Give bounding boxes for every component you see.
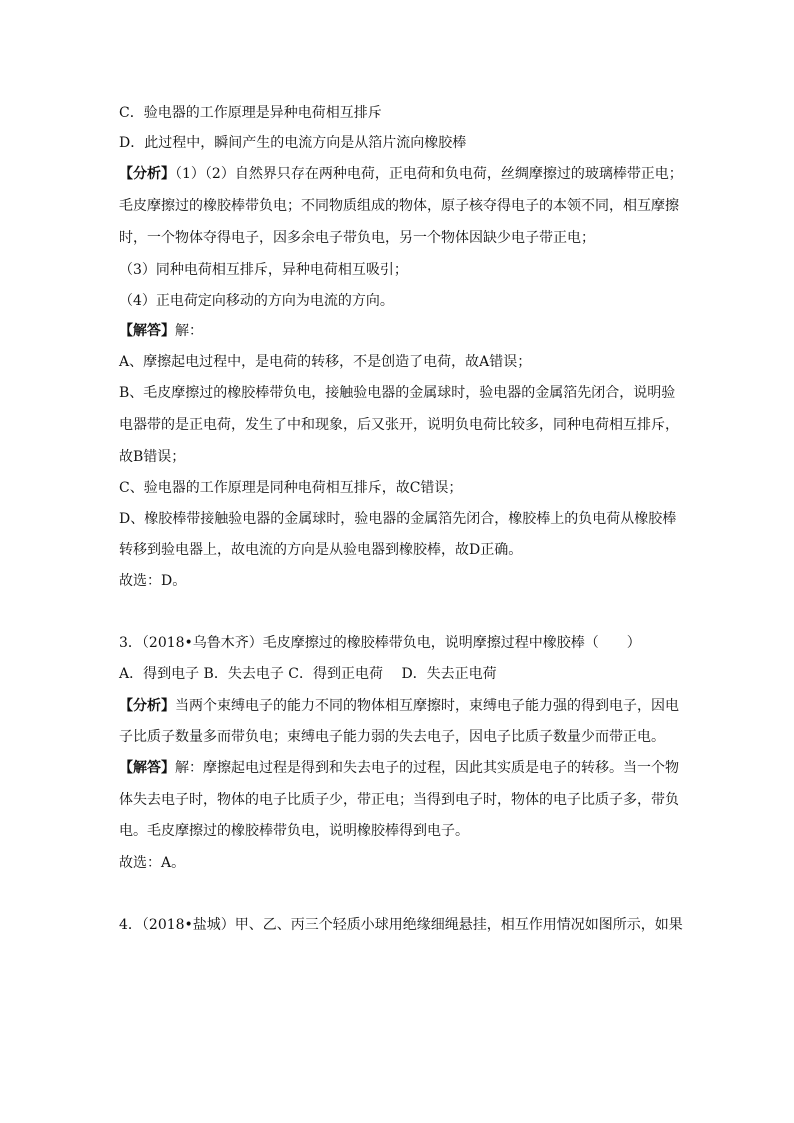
analysis-line: 毛皮摩擦过的橡胶棒带负电；不同物质组成的物体，原子核夺得电子的本领不同，相互摩擦: [119, 198, 679, 214]
answer-choice-line: 故选：D。: [119, 573, 187, 589]
answer-line: 故B错误；: [119, 449, 186, 465]
analysis-line: 【分析】（1）（2）自然界只存在两种电荷，正电荷和负电荷，丝绸摩擦过的玻璃棒带正电；: [119, 166, 683, 182]
analysis-tag: 【分析】: [119, 166, 175, 182]
answer-line: 转移到验电器上，故电流的方向是从验电器到橡胶棒，故D正确。: [119, 542, 523, 558]
answer-line: D、橡胶棒带接触验电器的金属球时，验电器的金属箔先闭合，橡胶棒上的负电荷从橡胶棒: [119, 511, 677, 527]
answer-line: 电器带的是正电荷，发生了中和现象，后又张开，说明负电荷比较多，同种电荷相互排斥，: [119, 417, 679, 433]
answer-line: A、摩擦起电过程中，是电荷的转移，不是创造了电荷，故A错误；: [119, 354, 532, 370]
answer-line: 【解答】解：摩擦起电过程是得到和失去电子的过程，因此其实质是电子的转移。当一个物: [119, 760, 679, 776]
analysis-line: （3）同种电荷相互排斥，异种电荷相互吸引；: [119, 262, 408, 278]
analysis-line: 子比质子数量多而带负电；束缚电子能力弱的失去电子，因电子比质子数量少而带正电。: [119, 729, 665, 745]
answer-line: 电。毛皮摩擦过的橡胶棒带负电，说明橡胶棒得到电子。: [119, 823, 469, 839]
question-4-stem: 4．（2018•盐城）甲、乙、丙三个轻质小球用绝缘细绳悬挂，相互作用情况如图所示，如果: [119, 917, 683, 933]
answer-line: 【解答】解：: [119, 323, 203, 339]
option-d-line: D．此过程中，瞬间产生的电流方向是从箔片流向橡胶棒: [119, 135, 467, 151]
answer-line: B、毛皮摩擦过的橡胶棒带负电，接触验电器的金属球时，验电器的金属箔先闭合，说明验: [119, 385, 676, 401]
question-3-stem: 3．（2018•乌鲁木齐）毛皮摩擦过的橡胶棒带负电，说明摩擦过程中橡胶棒（ ）: [119, 635, 641, 651]
analysis-line: （4）正电荷定向移动的方向为电流的方向。: [119, 293, 394, 309]
answer-tag: 【解答】: [119, 760, 175, 776]
analysis-line: 【分析】当两个束缚电子的能力不同的物体相互摩擦时，束缚电子能力强的得到电子，因电: [119, 698, 679, 714]
analysis-tag: 【分析】: [119, 698, 175, 714]
question-3-options: A．得到电子 B．失去电子 C．得到正电荷 D．失去正电荷: [119, 666, 497, 682]
option-c-line: C．验电器的工作原理是异种电荷相互排斥: [119, 105, 382, 121]
answer-choice-line: 故选：A。: [119, 855, 186, 871]
answer-line: C、验电器的工作原理是同种电荷相互排斥，故C错误；: [119, 480, 463, 496]
answer-line: 体失去电子时，物体的电子比质子少，带正电；当得到电子时，物体的电子比质子多，带负: [119, 792, 679, 808]
analysis-line: 时，一个物体夺得电子，因多余电子带负电，另一个物体因缺少电子带正电；: [119, 230, 595, 246]
answer-tag: 【解答】: [119, 323, 175, 339]
